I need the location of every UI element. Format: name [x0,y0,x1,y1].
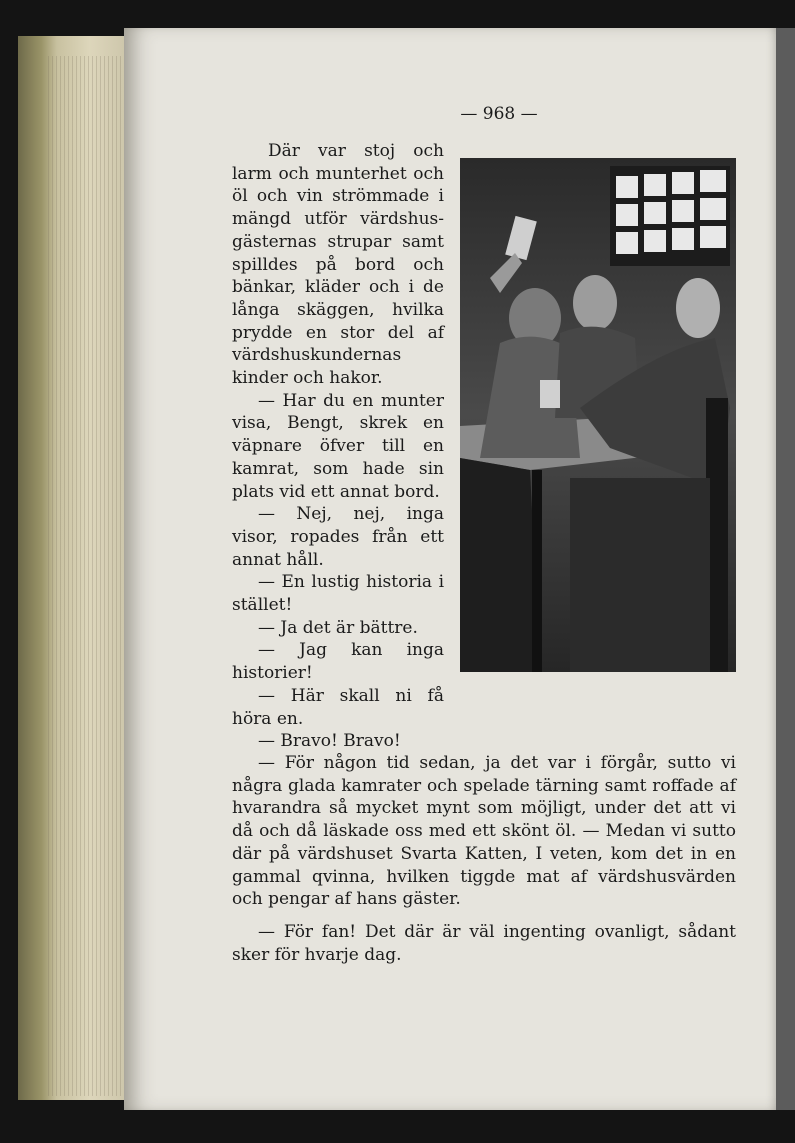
dialogue-line: — En lustig historia i stället! [232,572,444,616]
dialogue-line: — Jag kan inga historier! [232,640,444,684]
scan-border [776,28,795,1110]
dialogue-line: — Här skall ni få höra en. [232,685,444,729]
dialogue-line: — Har du en munter visa, Bengt, skrek en väpnare öfver till en kamrat, som hade sin plats vid ett annat bord. [232,390,444,502]
dialogue-line: — Nej, nej, inga visor, ropades från ett annat håll. [232,504,444,570]
full-width-text [232,752,736,966]
page-number: — 968 — [460,104,538,124]
tavern-scene-image [460,158,736,672]
paragraph: Där var stoj och larm och munterhet och öl och vin strömmade i mängd utför värdshus-gästernas strupar samt spilldes på bord och bänkar, kläder och i de långa skäggen, hvilka prydde en stor del af värdshuskundernas kinder och hakor. [232,141,444,389]
dialogue-line: — Ja det är bättre. [258,617,418,638]
text-column [232,140,444,753]
tavern-illustration [460,158,736,672]
dialogue-line: — Bravo! Bravo! [258,731,401,752]
paragraph: — För någon tid sedan, ja det var i förgår, sutto vi några glada kamrater och spelade tärning samt roffade af hvarandra så mycket mynt som möjligt, under det att vi då och då läskade oss med ett skönt öl. — Medan vi sutto där på värdshuset Svarta Katten, I veten, kom det in en gammal qvinna, hvilken tiggde mat af värdshusvärden och pengar af hans gäster. [232,753,736,910]
paragraph: — För fan! Det där är väl ingenting ovanligt, sådant sker för hvarje dag. [232,921,736,965]
